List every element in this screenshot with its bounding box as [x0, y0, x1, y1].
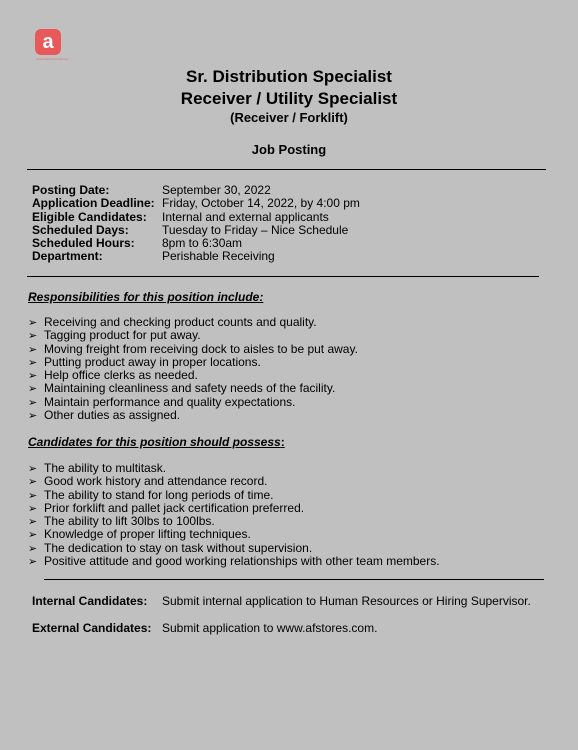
external-candidates-row [32, 621, 377, 635]
list-item-text: Other duties as assigned. [44, 408, 181, 423]
contact-value: Submit internal application to Human Resources or Hiring Supervisor. [162, 594, 531, 608]
arrow-bullet-icon: ➢ [28, 343, 38, 356]
list-item [28, 329, 358, 342]
arrow-bullet-icon: ➢ [28, 463, 38, 475]
arrow-bullet-icon: ➢ [28, 516, 38, 529]
responsibilities-heading: Responsibilities for this position include: [28, 290, 264, 304]
list-item-text: Help office clerks as needed. [44, 368, 198, 383]
arrow-bullet-icon: ➢ [28, 489, 38, 502]
divider [27, 276, 539, 277]
arrow-bullet-icon: ➢ [28, 356, 38, 369]
list-item-text: Good work history and attendance record. [44, 474, 268, 489]
list-item [28, 382, 358, 395]
document-type: Job Posting [251, 142, 327, 157]
list-item-text: Tagging product for put away. [44, 328, 201, 343]
list-item [28, 489, 440, 502]
detail-row [32, 211, 360, 224]
contact-label: External Candidates: [32, 621, 152, 635]
list-item [28, 462, 440, 475]
contact-label: Internal Candidates: [32, 594, 148, 608]
arrow-bullet-icon: ➢ [28, 502, 38, 515]
detail-row [32, 224, 360, 237]
list-item [28, 542, 440, 555]
job-title-line2: Receiver / Utility Specialist [180, 89, 398, 108]
list-item-text: The ability to stand for long periods of time. [44, 487, 274, 502]
posting-details [32, 184, 360, 264]
list-item [28, 502, 440, 515]
detail-label: Scheduled Days: [32, 222, 129, 237]
qualifications-heading-text: Candidates for this position should possess [28, 435, 281, 449]
logo-tagline: Associated Food Stores [36, 57, 68, 61]
detail-row [32, 237, 360, 250]
detail-label: Eligible Candidates: [32, 209, 147, 224]
list-item-text: The dedication to stay on task without supervision. [44, 540, 313, 555]
list-item-text: Moving freight from receiving dock to aisles to be put away. [44, 341, 358, 356]
arrow-bullet-icon: ➢ [28, 529, 38, 542]
arrow-bullet-icon: ➢ [28, 330, 38, 343]
list-item-text: Putting product away in proper locations. [44, 354, 261, 369]
qualifications-list [28, 462, 440, 568]
detail-value: Friday, October 14, 2022, by 4:00 pm [162, 196, 360, 211]
detail-value: September 30, 2022 [162, 183, 271, 197]
list-item-text: The ability to lift 30lbs to 100lbs. [44, 514, 215, 529]
qualifications-heading [28, 435, 285, 449]
arrow-bullet-icon: ➢ [28, 410, 38, 423]
heading-colon: : [280, 435, 285, 449]
detail-value: 8pm to 6:30am [162, 236, 243, 251]
list-item-text: Receiving and checking product counts and quality. [44, 315, 317, 329]
detail-row [32, 184, 360, 197]
internal-candidates-row [32, 594, 531, 608]
arrow-bullet-icon: ➢ [28, 383, 38, 396]
list-item [28, 409, 358, 422]
arrow-bullet-icon: ➢ [28, 396, 38, 409]
list-item [28, 369, 358, 382]
list-item-text: Maintain performance and quality expectations. [44, 394, 296, 409]
arrow-bullet-icon: ➢ [28, 542, 38, 555]
detail-label: Application Deadline: [32, 196, 155, 211]
list-item [28, 515, 440, 528]
arrow-bullet-icon: ➢ [28, 476, 38, 489]
detail-row [32, 250, 360, 263]
detail-value: Tuesday to Friday – Nice Schedule [162, 222, 349, 237]
arrow-bullet-icon: ➢ [28, 370, 38, 383]
list-item [28, 343, 358, 356]
list-item [28, 316, 358, 329]
responsibilities-list [28, 316, 358, 422]
list-item [28, 396, 358, 409]
list-item-text: Positive attitude and good working relationships with other team members. [44, 554, 440, 569]
arrow-bullet-icon: ➢ [28, 317, 38, 329]
detail-value: Perishable Receiving [162, 249, 275, 264]
list-item [28, 528, 440, 541]
job-title-line1: Sr. Distribution Specialist [186, 67, 392, 86]
list-item [28, 475, 440, 488]
list-item-text: Knowledge of proper lifting techniques. [44, 527, 251, 542]
list-item [28, 555, 440, 568]
company-logo [31, 29, 71, 65]
logo-letter: a [42, 31, 54, 53]
list-item [28, 356, 358, 369]
arrow-bullet-icon: ➢ [28, 556, 38, 569]
afstores-logo-icon [35, 29, 61, 55]
detail-label: Posting Date: [32, 183, 110, 197]
list-item-text: The ability to multitask. [44, 461, 167, 475]
detail-value: Internal and external applicants [162, 209, 329, 224]
list-item-text: Prior forklift and pallet jack certification preferred. [44, 500, 305, 515]
job-subtitle: (Receiver / Forklift) [230, 110, 348, 125]
divider [44, 579, 544, 580]
divider [27, 169, 546, 170]
detail-label: Department: [32, 249, 103, 264]
detail-label: Scheduled Hours: [32, 236, 135, 251]
list-item-text: Maintaining cleanliness and safety needs of the facility. [44, 381, 336, 396]
detail-row [32, 197, 360, 210]
contact-value: Submit application to www.afstores.com. [162, 621, 378, 635]
